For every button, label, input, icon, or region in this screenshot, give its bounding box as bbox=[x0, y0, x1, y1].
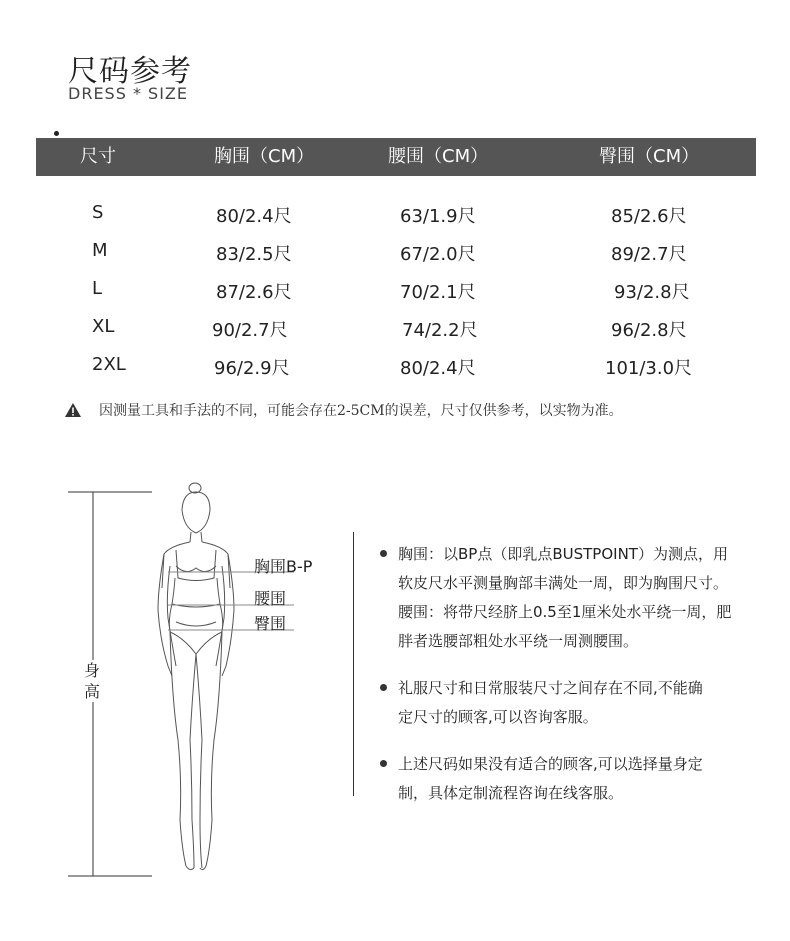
table-row bbox=[0, 273, 790, 311]
bullet-icon bbox=[380, 684, 387, 691]
size-cell: S bbox=[92, 202, 104, 223]
body-measurement-diagram bbox=[0, 470, 360, 890]
size-table-header bbox=[36, 138, 756, 176]
waist-cell: 63/1.9尺 bbox=[400, 206, 476, 227]
column-header-bust: 胸围（CM） bbox=[214, 146, 315, 167]
bust-cell: 83/2.5尺 bbox=[216, 244, 292, 265]
hip-cell: 85/2.6尺 bbox=[611, 206, 687, 227]
table-row bbox=[0, 197, 790, 235]
hip-cell: 93/2.8尺 bbox=[614, 282, 690, 303]
page-title: 尺码参考 bbox=[68, 54, 192, 89]
waist-cell: 70/2.1尺 bbox=[400, 282, 476, 303]
table-row bbox=[0, 235, 790, 273]
waist-label: 腰围 bbox=[254, 589, 287, 608]
column-header-waist: 腰围（CM） bbox=[388, 146, 489, 167]
disclaimer-text: 因测量工具和手法的不同，可能会存在2-5CM的误差，尺寸仅供参考，以实物为准。 bbox=[99, 403, 623, 419]
bust-label: 胸围B-P bbox=[254, 557, 313, 576]
hip-cell: 96/2.8尺 bbox=[611, 320, 687, 341]
size-table-body bbox=[0, 197, 790, 387]
size-cell: 2XL bbox=[92, 354, 126, 375]
column-header-hip: 臀围（CM） bbox=[599, 146, 700, 167]
bust-cell: 96/2.9尺 bbox=[214, 358, 290, 379]
hip-cell: 89/2.7尺 bbox=[611, 244, 687, 265]
decorative-dot bbox=[54, 131, 59, 136]
list-item: 上述尺码如果没有适合的顾客,可以选择量身定 制，具体定制流程咨询在线客服。 bbox=[380, 750, 775, 808]
bullet-icon bbox=[380, 760, 387, 767]
waist-cell: 67/2.0尺 bbox=[400, 244, 476, 265]
bust-cell: 90/2.7尺 bbox=[212, 320, 288, 341]
size-cell: L bbox=[92, 278, 103, 299]
column-header-size: 尺寸 bbox=[80, 146, 116, 167]
waist-cell: 80/2.4尺 bbox=[400, 358, 476, 379]
measurement-notes bbox=[380, 540, 775, 826]
table-row bbox=[0, 311, 790, 349]
list-item: 胸围：以BP点（即乳点BUSTPOINT）为测点，用 软皮尺水平测量胸部丰满处一周，即为胸围尺寸。 腰围：将带尺经脐上0.5至1厘米处水平绕一周，肥 胖者选腰部粗处水平绕一周测腰围。 bbox=[380, 540, 775, 656]
table-row bbox=[0, 349, 790, 387]
size-cell: XL bbox=[92, 316, 115, 337]
bullet-icon bbox=[380, 550, 387, 557]
divider bbox=[353, 532, 354, 796]
figure-sketch bbox=[158, 483, 234, 870]
waist-cell: 74/2.2尺 bbox=[402, 320, 478, 341]
bust-cell: 87/2.6尺 bbox=[216, 282, 292, 303]
list-item: 礼服尺寸和日常服装尺寸之间存在不同,不能确 定尺寸的顾客,可以咨询客服。 bbox=[380, 674, 775, 732]
disclaimer bbox=[64, 400, 623, 420]
page-subtitle: DRESS * SIZE bbox=[68, 84, 188, 103]
bust-cell: 80/2.4尺 bbox=[216, 206, 292, 227]
size-cell: M bbox=[92, 240, 108, 261]
warning-icon bbox=[64, 402, 82, 418]
hip-label: 臀围 bbox=[254, 614, 287, 633]
hip-cell: 101/3.0尺 bbox=[605, 358, 693, 379]
height-label: 身 高 bbox=[83, 661, 100, 701]
